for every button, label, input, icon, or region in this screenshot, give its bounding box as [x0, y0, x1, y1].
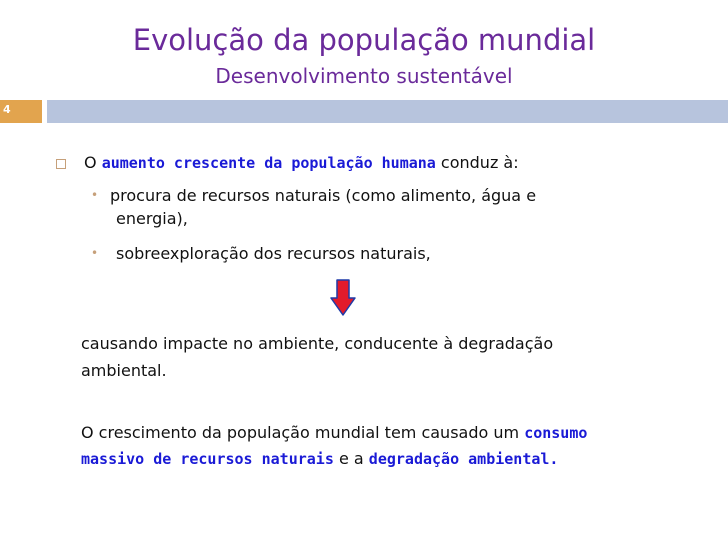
bullet-1-suffix: conduz à: [440, 153, 519, 172]
slide-number: 4 [3, 103, 11, 116]
paragraph-2-line-1 [81, 421, 587, 445]
sub-bullet-2: sobreexploração dos recursos naturais, [116, 244, 431, 263]
slide-title: Evolução da população mundial [132, 23, 596, 57]
sub-bullet-icon: • [91, 246, 99, 260]
paragraph-1-line-2: ambiental. [81, 361, 167, 380]
paragraph-2-text-1: O crescimento da população mundial tem causado um [81, 423, 520, 442]
sub-bullet-1-line-2: energia), [116, 209, 188, 228]
sub-bullet-1-line-1: procura de recursos naturais (como alimento, água e [110, 186, 537, 205]
sub-bullet-icon: • [91, 188, 99, 202]
paragraph-2-emphasis-2: massivo de recursos naturais [81, 450, 334, 468]
paragraph-2-end: . [549, 450, 559, 468]
bullet-item-1 [84, 151, 519, 175]
bullet-1-emphasis: aumento crescente da população humana [101, 154, 436, 172]
header-divider-bar [47, 100, 728, 123]
bullet-1-prefix: O [84, 153, 97, 172]
paragraph-2-emphasis-3: degradação ambiental [368, 450, 550, 468]
paragraph-2-line-2 [81, 447, 558, 471]
square-bullet-icon [56, 159, 66, 169]
paragraph-1-line-1: causando impacte no ambiente, conducente à degradação [81, 334, 554, 353]
down-arrow-icon [330, 279, 356, 316]
paragraph-2-text-2: e a [338, 449, 364, 468]
paragraph-2-emphasis-1: consumo [524, 424, 588, 442]
slide-subtitle: Desenvolvimento sustentável [215, 64, 513, 88]
